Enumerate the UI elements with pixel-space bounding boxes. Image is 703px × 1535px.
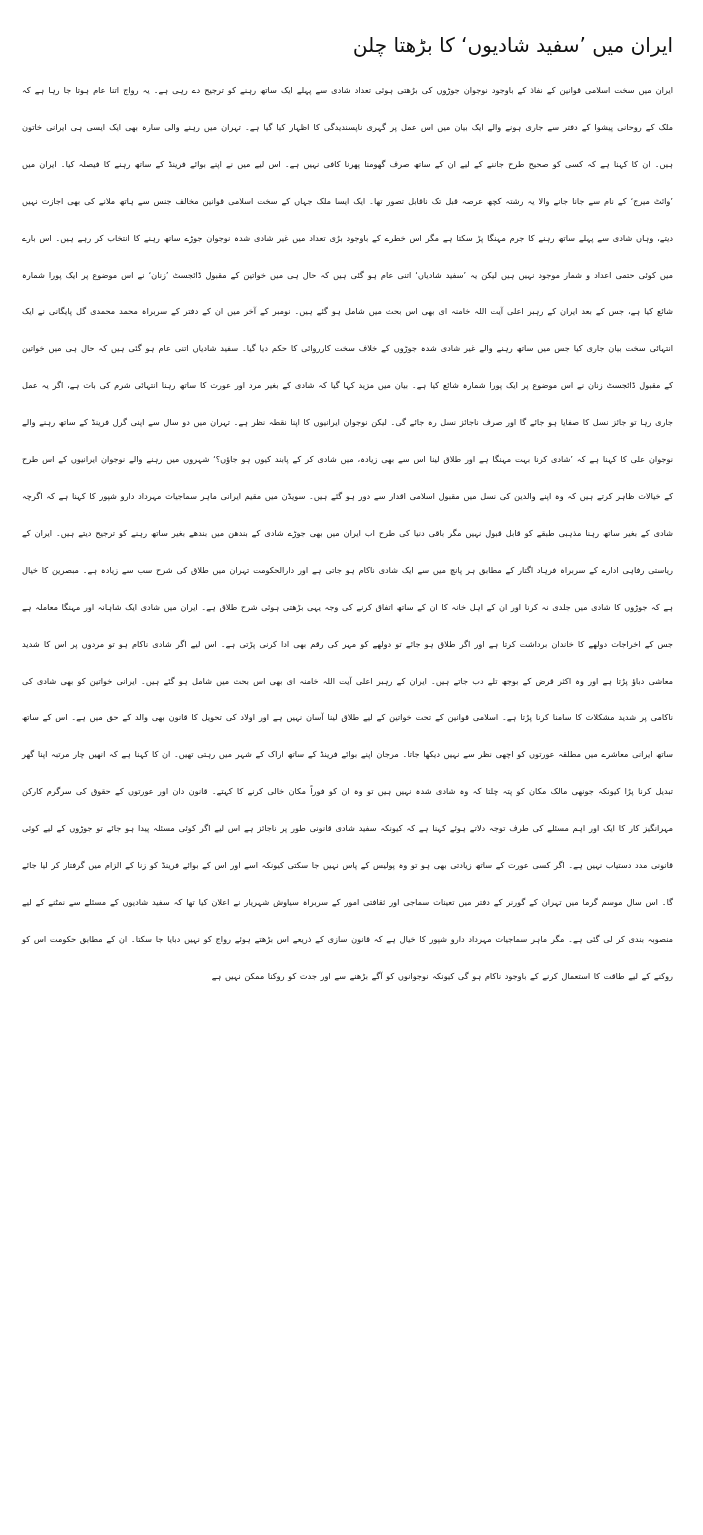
article-body: ایران میں سخت اسلامی قوانین کے نفاذ کے باوجود نوجوان جوڑوں کی بڑھتی ہوئی تعداد شادی سے پہلے ایک ساتھ رہنے کو ترجیح دے رہی ہے۔ یہ رواج اتنا عام ہوتا جا رہا ہے کہ ملک کے روحانی پیشوا کے دفتر سے جاری ہونے والے ایک بیان میں اس عمل پر گہری ناپسندیدگی کا اظہار کیا گیا ہے۔ تہران میں رہنے والی سارہ بھی ایک ایسی ہی ایرانی خاتون ہیں۔ ان کا کہنا ہے کہ کسی کو صحیح طرح جاننے کے لیے ان کے ساتھ صرف گھومنا پھرنا کافی نہیں ہے۔ اس لیے میں نے اپنے بوائے فرینڈ کے ساتھ رہنے کا فیصلہ کیا۔ ایران میں ’وائٹ میرج‘ کے نام سے جانا جانے والا یہ رشتہ کچھ عرصہ قبل تک ناقابل تصور تھا۔ ایک ایسا ملک جہاں کے سخت اسلامی قوانین مخالف جنس سے ہاتھ ملانے کی بھی اجازت نہیں دیتے، وہاں شادی سے پہلے ساتھ رہنے کا جرم مہنگا پڑ سکتا ہے مگر اس خطرے کے باوجود بڑی تعداد میں غیر شادی شدہ نوجوان جوڑے ساتھ رہنے کا انتخاب کر رہے ہیں۔ اس بارے میں کوئی حتمی اعداد و شمار موجود نہیں ہیں لیکن یہ ’سفید شادیاں‘ اتنی عام ہو گئی ہیں کہ حال ہی میں خواتین کے مقبول ڈائجسٹ ’زنان‘ نے اس موضوع پر ایک پورا شمارہ شائع کیا ہے، جس کے بعد ایران کے رہبر اعلی آیت اللہ خامنہ ای بھی اس بحث میں شامل ہو گئے ہیں۔ نومبر کے آخر میں ان کے دفتر کے سربراہ محمد محمدی گل پایگانی نے ایک انتہائی سخت بیان جاری کیا جس میں ساتھ رہنے والے غیر شادی شدہ جوڑوں کے خلاف سخت کارروائی کا حکم دیا گیا۔ سفید شادیاں اتنی عام ہو گئی ہیں کہ حال ہی میں خواتین کے مقبول ڈائجسٹ زنان نے اس موضوع پر ایک پورا شمارہ شائع کیا ہے۔ بیان میں مزید کہا گیا کہ شادی کے بغیر مرد اور عورت کا ساتھ رہنا انتہائی شرم کی بات ہے، اگر یہ عمل جاری رہا تو جائز نسل کا صفایا ہو جائے گا اور صرف ناجائز نسل رہ جائے گی۔ لیکن نوجوان ایرانیوں کا اپنا نقطہ نظر ہے۔ تہران میں دو سال سے اپنی گرل فرینڈ کے ساتھ رہنے والے نوجوان علی کا کہنا ہے کہ ’شادی کرنا بہت مہنگا ہے اور طلاق لینا اس سے بھی زیادہ، میں شادی کر کے پابند کیوں ہو جاؤں؟‘ شہروں میں رہنے والے نوجوان ایرانیوں کے اس طرح کے خیالات ظاہر کرتے ہیں کہ وہ اپنے والدین کی نسل میں مقبول اسلامی اقدار سے دور ہو گئے ہیں۔ سویڈن میں مقیم ایرانی ماہر سماجیات مہرداد دارو شپور کا کہنا ہے کہ اگرچہ شادی کے بغیر ساتھ رہنا مذہبی طبقے کو قابل قبول نہیں مگر باقی دنیا کی طرح اب ایران میں بھی جوڑے شادی کے بندھن میں بندھے بغیر ساتھ رہنے کو ترجیح دیتے ہیں۔ ایران کے ریاستی رفاہی ادارے کے سربراہ فرہاد اگتار کے مطابق ہر پانچ میں سے ایک شادی ناکام ہو جاتی ہے اور دارالحکومت تہران میں طلاق کی شرح سب سے زیادہ ہے۔ مبصرین کا خیال ہے کہ جوڑوں کا شادی میں جلدی نہ کرنا اور ان کے اہل خانہ کا ان کے ساتھ اتفاق کرنے کی وجہ یہی بڑھتی ہوئی شرح طلاق ہے۔ ایران میں شادی ایک شاہانہ اور مہنگا معاملہ ہے جس کے اخراجات دولھے کا خاندان برداشت کرتا ہے اور اگر طلاق ہو جائے تو دولھے کو مہر کی رقم بھی ادا کرنی پڑتی ہے۔ اس لیے اگر شادی ناکام ہو تو مردوں پر اس کا شدید معاشی دباؤ پڑتا ہے اور وہ اکثر قرض کے بوجھ تلے دب جاتے ہیں۔ ایران کے رہبر اعلی آیت اللہ خامنہ ای بھی اس بحث میں شامل ہو گئے ہیں۔ ایرانی خواتین کو بھی شادی کی ناکامی پر شدید مشکلات کا سامنا کرنا پڑتا ہے۔ اسلامی قوانین کے تحت خواتین کے لیے طلاق لینا آسان نہیں ہے اور اولاد کی تحویل کا قانون بھی والد کے حق میں ہے۔ اس کے ساتھ ساتھ ایرانی معاشرے میں مطلقہ عورتوں کو اچھی نظر سے نہیں دیکھا جاتا۔ مرجان اپنے بوائے فرینڈ کے ساتھ اراک کے شہر میں رہتی تھیں۔ ان کا کہنا ہے کہ انھیں چار مرتبہ اپنا گھر تبدیل کرنا پڑا کیونکہ جونھی مالک مکان کو پتہ چلتا کہ وہ شادی شدہ نہیں ہیں تو وہ ان کو فوراً مکان خالی کرنے کا کہتے۔ قانون دان اور عورتوں کے حقوق کی سرگرم کارکن مہرانگیز کار کا ایک اور اہم مسئلے کی طرف توجہ دلاتے ہوئے کہنا ہے کہ کیونکہ سفید شادی قانونی طور پر ناجائز ہے اس لیے اگر کوئی مسئلہ پیدا ہو جائے تو جوڑوں کے لیے کوئی قانونی مدد دستیاب نہیں ہے۔ اگر کسی عورت کے ساتھ زیادتی بھی ہو تو وہ پولیس کے پاس نہیں جا سکتی کیونکہ اسے اور اس کے بوائے فرینڈ کو زنا کے الزام میں گرفتار کر لیا جائے گا۔ اس سال موسم گرما میں تہران کے گورنر کے دفتر میں تعینات سماجی اور ثقافتی امور کے سربراہ سیاوش شہریار نے اعلان کیا تھا کہ سفید شادیوں کے مسئلے سے نمٹنے کے لیے منصوبہ بندی کر لی گئی ہے۔ مگر ماہر سماجیات مہرداد دارو شپور کا خیال ہے کہ قانون سازی کے ذریعے اس بڑھتے ہوئے رواج کو نہیں دبایا جا سکتا۔ ان کے مطابق حکومت اس کو روکنے کے لیے طاقت کا استعمال کرنے کے باوجود ناکام ہو گی کیونکہ نوجوانوں کو آگے بڑھنے سے اور جدت کو روکنا ممکن نہیں ہے bbox=[22, 85, 673, 981]
article-title: ایران میں ’سفید شادیوں‘ کا بڑھتا چلن bbox=[352, 33, 673, 57]
